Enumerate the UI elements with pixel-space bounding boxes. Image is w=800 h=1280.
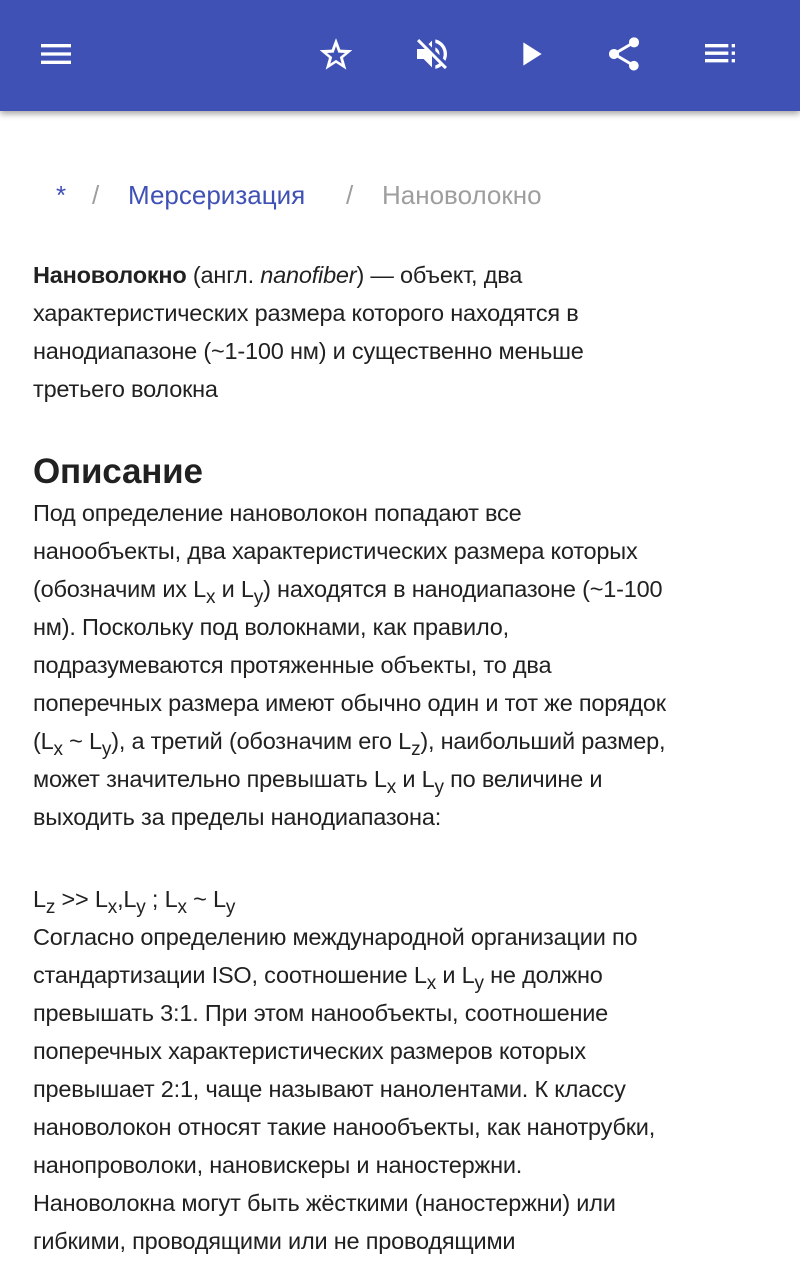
text-segment: ,L [117,886,137,912]
playlist-icon [700,34,740,74]
subscript: x [386,777,397,798]
text-segment: не должно [483,962,603,988]
text-segment: превышает 2:1, чаще называют нанолентами. К классу [33,1076,626,1102]
text-line [33,1222,773,1260]
text-segment: ~ L [186,886,226,912]
text-segment: по величине и [443,766,603,792]
text-segment: и L [436,962,475,988]
text-segment: ) находятся в нанодиапазоне (~1-100 [263,576,663,602]
mute-button[interactable] [408,30,456,78]
text-line [33,294,773,332]
text-segment: L [33,886,46,912]
text-segment: и L [215,576,254,602]
subscript: y [434,777,444,798]
breadcrumb-separator: / [92,180,100,210]
text-line [33,994,773,1032]
text-segment: и L [396,766,435,792]
favorite-button[interactable] [312,30,360,78]
menu-icon [36,34,76,74]
subscript: y [101,739,112,760]
text-line [33,1108,773,1146]
text-line [33,646,773,684]
text-segment: ; L [145,886,178,912]
star-icon [316,34,356,74]
text-segment: Согласно определению международной организации по [33,924,638,950]
text-line [33,918,773,956]
text-line [33,684,773,722]
text-line [33,256,773,294]
text-segment: (англ. [186,262,261,288]
text-segment: nanofiber [260,262,357,288]
text-segment: превышать 3:1. При этом нанообъекты, соотношение [33,1000,609,1026]
text-line [33,532,773,570]
text-line [33,1146,773,1184]
text-segment: может значительно превышать L [33,766,387,792]
volume-off-icon [412,34,452,74]
text-segment: ~ L [62,728,102,754]
text-segment: нанодиапазоне (~1-100 нм) и существенно меньше [33,338,584,364]
text-segment: Под определение нановолокон попадают все [33,500,522,526]
text-segment: гибкими, проводящими или не проводящими [33,1228,516,1254]
play-icon [510,34,550,74]
subscript: y [253,587,264,608]
text-segment: третьего волокна [33,376,218,402]
text-segment: >> L [55,886,108,912]
text-line [33,608,773,646]
text-segment: нановолокон относят такие нанообъекты, как нанотрубки, [33,1114,656,1140]
text-line [33,956,773,994]
text-segment: стандартизации ISO, соотношение L [33,962,427,988]
subscript: y [136,897,146,918]
subscript: x [177,897,187,918]
article-content [33,256,773,1260]
text-line [33,880,773,918]
subscript: y [225,897,236,918]
text-segment: (L [33,728,54,754]
section-heading: Описание [33,452,203,491]
text-segment: Нановолокна могут быть жёсткими (наностержни) или [33,1190,616,1216]
text-segment: нанообъекты, два характеристических размера которых [33,538,638,564]
text-line [33,1070,773,1108]
subscript: y [474,973,484,994]
text-segment: подразумеваются протяженные объекты, то два [33,652,552,678]
text-line [33,760,773,798]
text-segment: поперечных характеристических размеров которых [33,1038,586,1064]
subscript: x [426,973,437,994]
subscript: x [53,739,63,760]
text-segment: выходить за пределы нанодиапазона: [33,804,442,830]
subscript: x [206,587,216,608]
text-line [33,1032,773,1070]
share-button[interactable] [600,30,648,78]
text-segment: нм). Поскольку под волокнами, как правило, [33,614,509,640]
text-segment: нанопроволоки, нановискеры и наностержни. [33,1152,523,1178]
text-segment: ) — объект, два [356,262,523,288]
text-segment: (обозначим их L [33,576,206,602]
text-line [33,370,773,408]
text-line [33,798,773,836]
text-segment: Нановолокно [33,262,187,288]
breadcrumb-root-link[interactable]: * [56,180,67,210]
formula [33,880,773,918]
menu-button[interactable] [32,30,80,78]
text-line [33,332,773,370]
text-segment: характеристических размера которого находятся в [33,300,579,326]
text-line [33,722,773,760]
play-button[interactable] [506,30,554,78]
breadcrumb-parent-link[interactable]: Мерсеризация [128,180,306,210]
playlist-button[interactable] [696,30,744,78]
breadcrumb-current: Нановолокно [382,180,542,210]
text-segment: ), наибольший размер, [420,728,666,754]
share-icon [604,34,644,74]
subscript: z [45,897,56,918]
text-line [33,494,773,532]
intro-paragraph [33,256,773,408]
text-line [33,1184,773,1222]
app-bar [0,0,800,111]
text-line [33,570,773,608]
description-paragraph [33,494,773,836]
iso-paragraph [33,918,773,1260]
text-segment: поперечных размера имеют обычно один и тот же порядок [33,690,666,716]
subscript: z [411,739,421,760]
subscript: x [107,897,118,918]
text-segment: ), а третий (обозначим его L [111,728,412,754]
breadcrumb-separator: / [346,180,354,210]
